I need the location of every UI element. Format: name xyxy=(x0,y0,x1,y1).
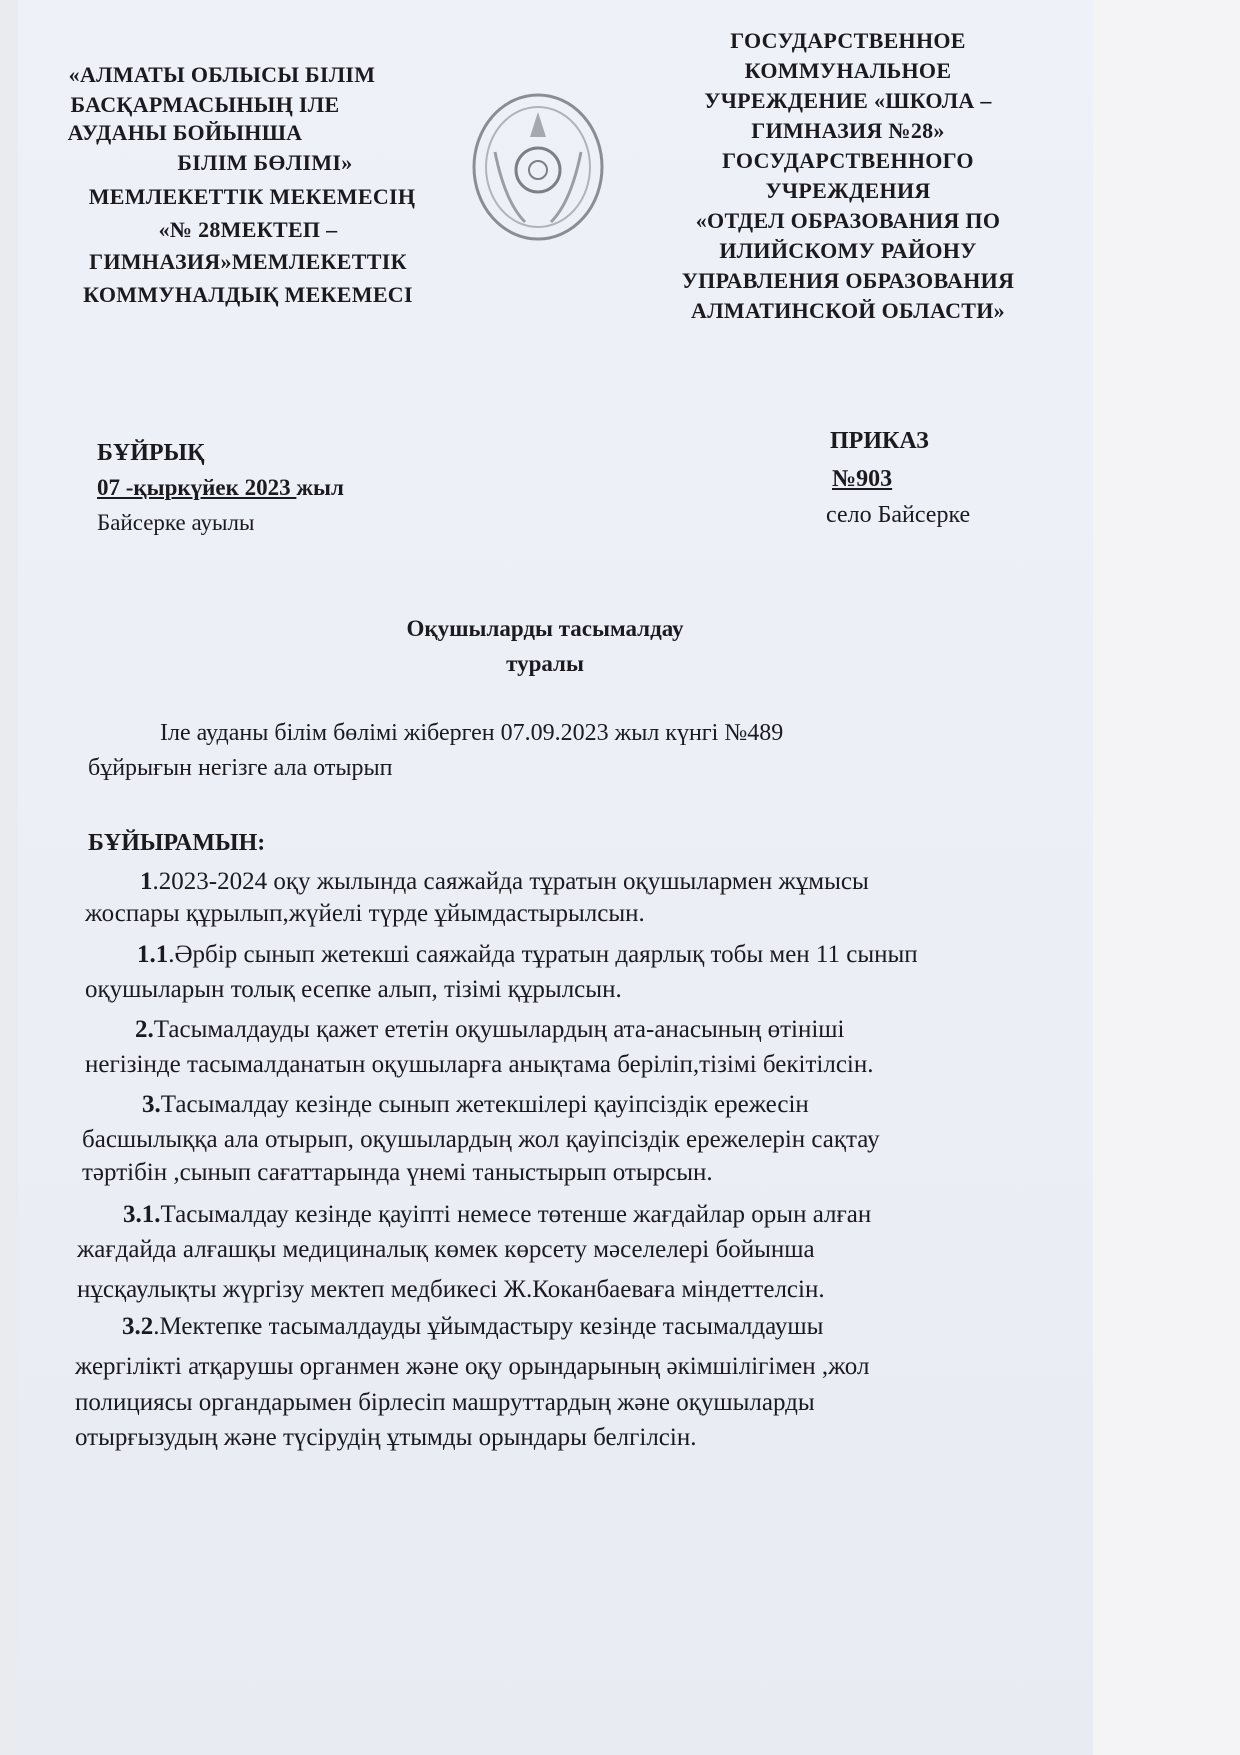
item-line: Тасымалдауды қажет ететін оқушылардың ата-анасының өтініші xyxy=(153,1016,845,1043)
item-number: 1.1 xyxy=(137,941,169,968)
order-year-word: жыл xyxy=(296,475,344,500)
order-number: №903 xyxy=(832,466,893,492)
header-left-line: БІЛІМ БӨЛІМІ» xyxy=(177,150,353,175)
header-right-line: УЧРЕЖДЕНИЕ «ШКОЛА – xyxy=(704,88,992,113)
header-left-line: АУДАНЫ БОЙЫНША xyxy=(67,120,303,145)
order-date-kz xyxy=(97,475,344,501)
header-right-line: УЧРЕЖДЕНИЯ xyxy=(765,178,931,203)
item-line: жағдайда алғашқы медициналық көмек көрсету мәселелері бойынша xyxy=(77,1236,815,1263)
item-line: Тасымалдау кезінде сынып жетекшілері қауіпсіздік ережесін xyxy=(160,1091,809,1118)
decree-item-2 xyxy=(135,1016,845,1044)
preamble-line: Іле ауданы білім бөлімі жіберген 07.09.2023 жыл күнгі №489 xyxy=(160,720,784,746)
item-number: 3.2 xyxy=(122,1313,154,1340)
header-left-line: «АЛМАТЫ ОБЛЫСЫ БІЛІМ xyxy=(68,62,376,87)
decree-item-3-2 xyxy=(122,1313,823,1341)
item-line: .Әрбір сынып жетекші саяжайда тұратын даярлық тобы мен 11 сынып xyxy=(168,941,918,968)
item-line: тәртібін ,сынып сағаттарында үнемі таныстырып отырсын. xyxy=(82,1159,713,1186)
header-right-line: ИЛИЙСКОМУ РАЙОНУ xyxy=(719,238,977,263)
item-line: отырғызудың және түсірудің ұтымды орындары белгілсін. xyxy=(75,1424,697,1451)
header-right-line: «ОТДЕЛ ОБРАЗОВАНИЯ ПО xyxy=(695,208,1001,233)
header-right-line: УПРАВЛЕНИЯ ОБРАЗОВАНИЯ xyxy=(681,268,1015,293)
decree-item-3 xyxy=(142,1091,809,1119)
header-right-line: ГИМНАЗИЯ №28» xyxy=(751,118,945,143)
preamble-line: бұйрығын негізге ала отырып xyxy=(88,755,393,781)
document-title: туралы xyxy=(506,651,584,676)
order-title-ru: ПРИКАЗ xyxy=(830,428,929,454)
item-number: 1 xyxy=(140,868,153,895)
item-line: .2023-2024 оқу жылында саяжайда тұратын оқушылармен жұмысы xyxy=(152,868,869,895)
decree-heading: БҰЙЫРАМЫН: xyxy=(88,830,266,856)
header-right-line: ГОСУДАРСТВЕННОГО xyxy=(722,148,974,173)
item-line: негізінде тасымалданатын оқушыларға анықтама беріліп,тізімі бекітілсін. xyxy=(85,1051,874,1078)
state-emblem-icon xyxy=(470,92,606,242)
decree-item-1 xyxy=(140,868,869,896)
item-line: нұсқаулықты жүргізу мектеп медбикесі Ж.Коканбаеваға міндеттелсін. xyxy=(77,1276,825,1303)
page-edge-background xyxy=(1093,0,1240,1755)
document-title: Оқушыларды тасымалдау xyxy=(406,616,684,641)
item-number: 2. xyxy=(135,1016,154,1043)
order-date: 07 -қыркүйек 2023 xyxy=(97,475,297,500)
item-line: жоспары құрылып,жүйелі түрде ұйымдастырылсын. xyxy=(85,900,645,927)
item-line: .Мектепке тасымалдауды ұйымдастыру кезінде тасымалдаушы xyxy=(153,1313,824,1340)
item-line: жергілікті атқарушы органмен және оқу орындарының әкімшілігімен ,жол xyxy=(75,1353,870,1380)
decree-item-1-1 xyxy=(137,941,918,969)
header-right-line: ГОСУДАРСТВЕННОЕ xyxy=(730,28,966,53)
header-right-line: АЛМАТИНСКОЙ ОБЛАСТИ» xyxy=(691,298,1005,323)
item-number: 3.1. xyxy=(123,1201,161,1228)
item-line: Тасымалдау кезінде қауіпті немесе төтенше жағдайлар орын алған xyxy=(160,1201,872,1228)
order-place-ru: село Байсерке xyxy=(826,502,971,528)
item-line: оқушыларын толық есепке алып, тізімі құрылсын. xyxy=(85,976,622,1003)
order-title-kz: БҰЙРЫҚ xyxy=(97,440,205,466)
item-number: 3. xyxy=(142,1091,161,1118)
header-left-line: КОММУНАЛДЫҚ МЕКЕМЕСІ xyxy=(83,282,413,307)
header-left-line: МЕМЛЕКЕТТІК МЕКЕМЕСІҢ xyxy=(88,184,416,209)
item-line: полициясы органдарымен бірлесіп машруттардың және оқушыларды xyxy=(75,1389,815,1416)
order-place-kz: Байсерке ауылы xyxy=(97,510,255,535)
decree-item-3-1 xyxy=(123,1201,871,1229)
header-left-line: БАСҚАРМАСЫНЫҢ ІЛЕ xyxy=(70,92,340,117)
item-line: басшылыққа ала отырып, оқушылардың жол қауіпсіздік ережелерін сақтау xyxy=(82,1126,880,1153)
header-left-line: «№ 28МЕКТЕП – xyxy=(158,217,338,242)
header-left-line: ГИМНАЗИЯ»МЕМЛЕКЕТТІК xyxy=(89,249,407,274)
header-right-line: КОММУНАЛЬНОЕ xyxy=(744,58,952,83)
